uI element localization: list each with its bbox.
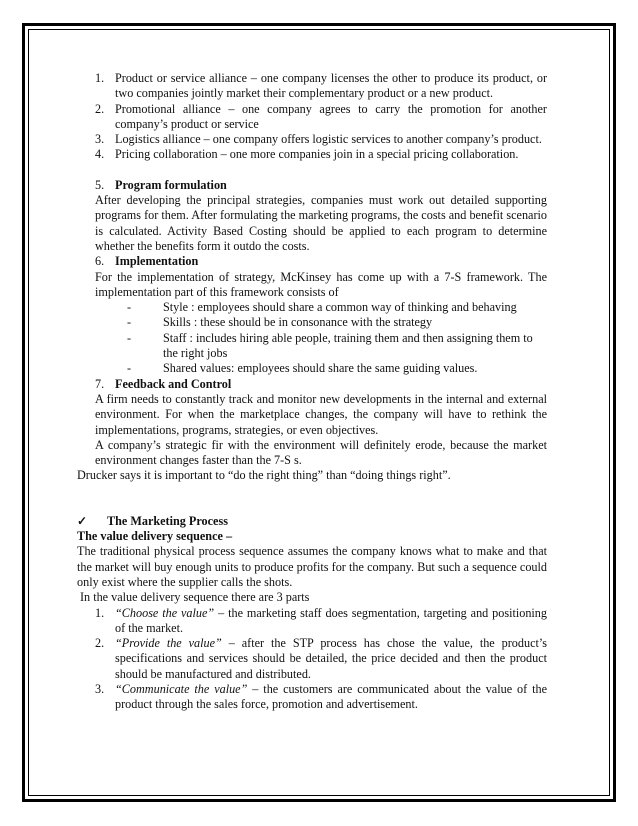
list-item: 2. “Provide the value” – after the STP process has chose the value, the product’s specifications and services should be detailed, the price decided and then the product should be manufactured and distributed. bbox=[95, 636, 547, 681]
list-item: 4. Pricing collaboration – one more companies join in a special pricing collaboration. bbox=[95, 147, 519, 162]
dash-bullet: - bbox=[127, 330, 132, 345]
paragraph: The traditional physical process sequence assumes the company knows what to make and that the market will buy enough units to produce profits for the company. But such a sequence could only exist where the supplier calls the shots. bbox=[77, 544, 547, 589]
section-feedback-control bbox=[95, 377, 547, 469]
section-program-formulation bbox=[95, 178, 547, 254]
subheading: The value delivery sequence – bbox=[77, 529, 233, 544]
section-implementation bbox=[95, 254, 547, 376]
section-heading: 5. Program formulation bbox=[95, 177, 227, 192]
framework-list bbox=[95, 300, 547, 376]
dash-bullet: - bbox=[127, 300, 132, 315]
list-item: 1. “Choose the value” – the marketing staff does segmentation, targeting and positioning of the market. bbox=[95, 605, 547, 635]
section-marketing-process bbox=[77, 514, 547, 713]
paragraph: After developing the principal strategies, companies must work out detailed supporting programs for them. After formulating the marketing programs, the costs and benefit scenario is calculated. Activity Based Costing should be applied to each program to determine whether the benefits form it outdo the costs. bbox=[95, 193, 547, 253]
paragraph: A firm needs to constantly track and monitor new developments in the internal and external environment. For when the marketplace changes, the company will have to rethink the implementations, programs, strategies, or even objectives. bbox=[95, 391, 547, 437]
list-item: 3. “Communicate the value” – the customers are communicated about the value of the product through the sales force, promotion and advertisement. bbox=[95, 681, 547, 712]
list-item: 2. Promotional alliance – one company agrees to carry the promotion for another company’s product or service bbox=[95, 101, 547, 131]
list-item: - Shared values: employees should share the same guiding values. bbox=[95, 361, 547, 376]
value-parts-list bbox=[77, 606, 547, 713]
list-item: 3. Logistics alliance – one company offers logistic services to another company’s product. bbox=[95, 132, 542, 147]
paragraph: A company’s strategic fir with the environment will definitely erode, because the market environment changes faster than the 7-S s. bbox=[95, 437, 547, 468]
checkmark-icon: ✓ bbox=[77, 513, 88, 528]
list-item: - Style : employees should share a common way of thinking and behaving bbox=[95, 300, 547, 315]
document-page bbox=[77, 71, 547, 713]
paragraph: In the value delivery sequence there are 3 parts bbox=[80, 590, 310, 605]
dash-bullet: - bbox=[127, 315, 132, 330]
list-item: - Staff : includes hiring able people, training them and then assigning them to the right jobs bbox=[95, 331, 547, 362]
drucker-quote: Drucker says it is important to “do the right thing” than “doing things right”. bbox=[77, 468, 451, 483]
list-item: - Skills : these should be in consonance with the strategy bbox=[95, 315, 547, 330]
paragraph: For the implementation of strategy, McKinsey has come up with a 7-S framework. The implementation part of this framework consists of bbox=[95, 269, 547, 299]
list-item: 1. Product or service alliance – one company licenses the other to produce its product, or two companies jointly market their complementary product or a new product. bbox=[95, 71, 547, 101]
alliance-list bbox=[95, 71, 547, 163]
section-heading: 7. Feedback and Control bbox=[95, 376, 232, 391]
section-heading: 6. Implementation bbox=[95, 254, 199, 269]
section-heading: ✓ The Marketing Process bbox=[77, 513, 228, 528]
dash-bullet: - bbox=[127, 361, 132, 376]
